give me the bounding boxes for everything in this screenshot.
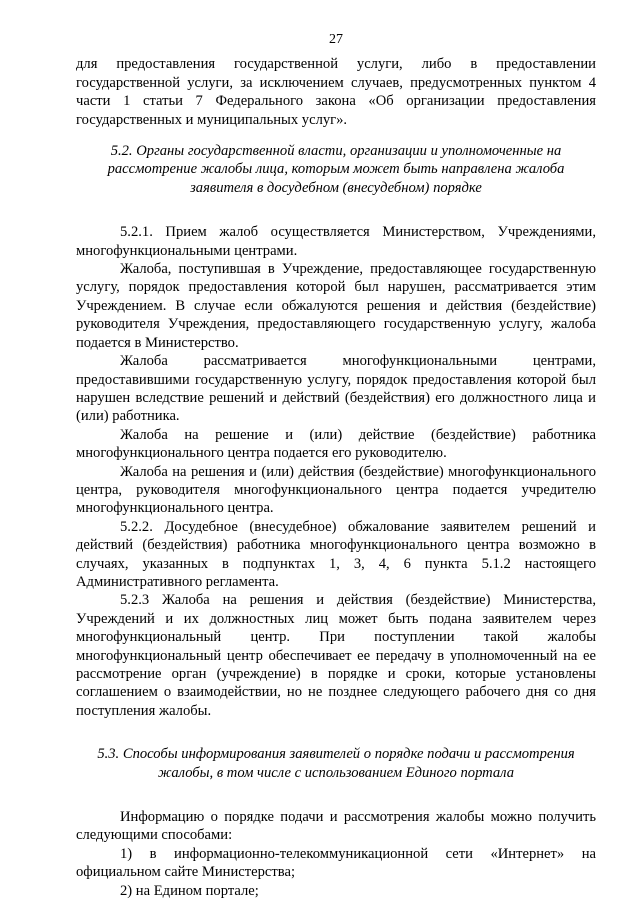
paragraph-complaint-institution: Жалоба, поступившая в Учреждение, предоставляющее государственную услугу, порядок предоставления которой был нарушен, рассматривается этим Учреждением. В случае если обжалуются решения и действия (бездействие) руководителя Учреждения, предоставляющего государственную услугу, жалоба подается в Министерство. [76,261,596,351]
paragraph-5-2-2: 5.2.2. Досудебное (внесудебное) обжалование заявителем решений и действий (бездействия) работника многофункционального центра возможно в случаях, указанных в подпунктах 1, 3, 4, 6 пункта 5.1.2 настоящего Административного регламента. [76,518,596,590]
lead-paragraph: для предоставления государственной услуги, либо в предоставлении государственной услуги, за исключением случаев, предусмотренных пунктом 4 части 1 статьи 7 Федерального закона «Об организации предоставления государственных и муниципальных услуг». [76,56,596,128]
paragraph-complaint-mfc-head: Жалоба на решения и (или) действия (бездействие) многофункционального центра, руководителя многофункционального центра подается учредителю многофункционального центра. [76,463,596,517]
list-item-portal: 2) на Едином портале; [120,882,259,899]
paragraph-complaint-mfc-worker: Жалоба на решение и (или) действие (бездействие) работника многофункционального центра подается его руководителю. [76,426,596,462]
page-number: 27 [329,32,343,47]
paragraph-info-ways: Информацию о порядке подачи и рассмотрения жалобы можно получить следующими способами: [76,809,596,844]
paragraph-complaint-mfc: Жалоба рассматривается многофункциональными центрами, предоставившими государственную услугу, порядок предоставления которой был нарушен вследствие решений и действий (бездействия) его должностного лица и (или) работника. [76,353,596,425]
section-5-3-body [76,808,596,900]
document-page [76,31,596,900]
paragraph-5-2-1: 5.2.1. Прием жалоб осуществляется Министерством, Учреждениями, многофункциональными центрами. [76,224,596,259]
section-5-2-body [76,223,596,720]
paragraph-5-2-3: 5.2.3 Жалоба на решения и действия (бездействие) Министерства, Учреждений и их должностных лиц может быть подана заявителем через многофункциональный центр. При поступлении такой жалобы многофункциональный центр обеспечивает ее передачу в уполномоченный на ее рассмотрение орган (учреждение) в порядке и сроки, которые установлены соглашением о взаимодействии, но не позднее следующего рабочего дня со дня поступления жалобы. [76,592,596,719]
list-item-internet: 1) в информационно-телекоммуникационной сети «Интернет» на официальном сайте Министерства; [76,845,596,881]
section-5-3-heading: 5.3. Способы информирования заявителей о порядке подачи и рассмотрения жалобы, в том числе с использованием Единого портала [97,746,575,781]
section-5-2-heading: 5.2. Органы государственной власти, организации и уполномоченные на рассмотрение жалобы лица, которым может быть направлена жалоба заявителя в досудебном (внесудебном) порядке [107,143,565,196]
